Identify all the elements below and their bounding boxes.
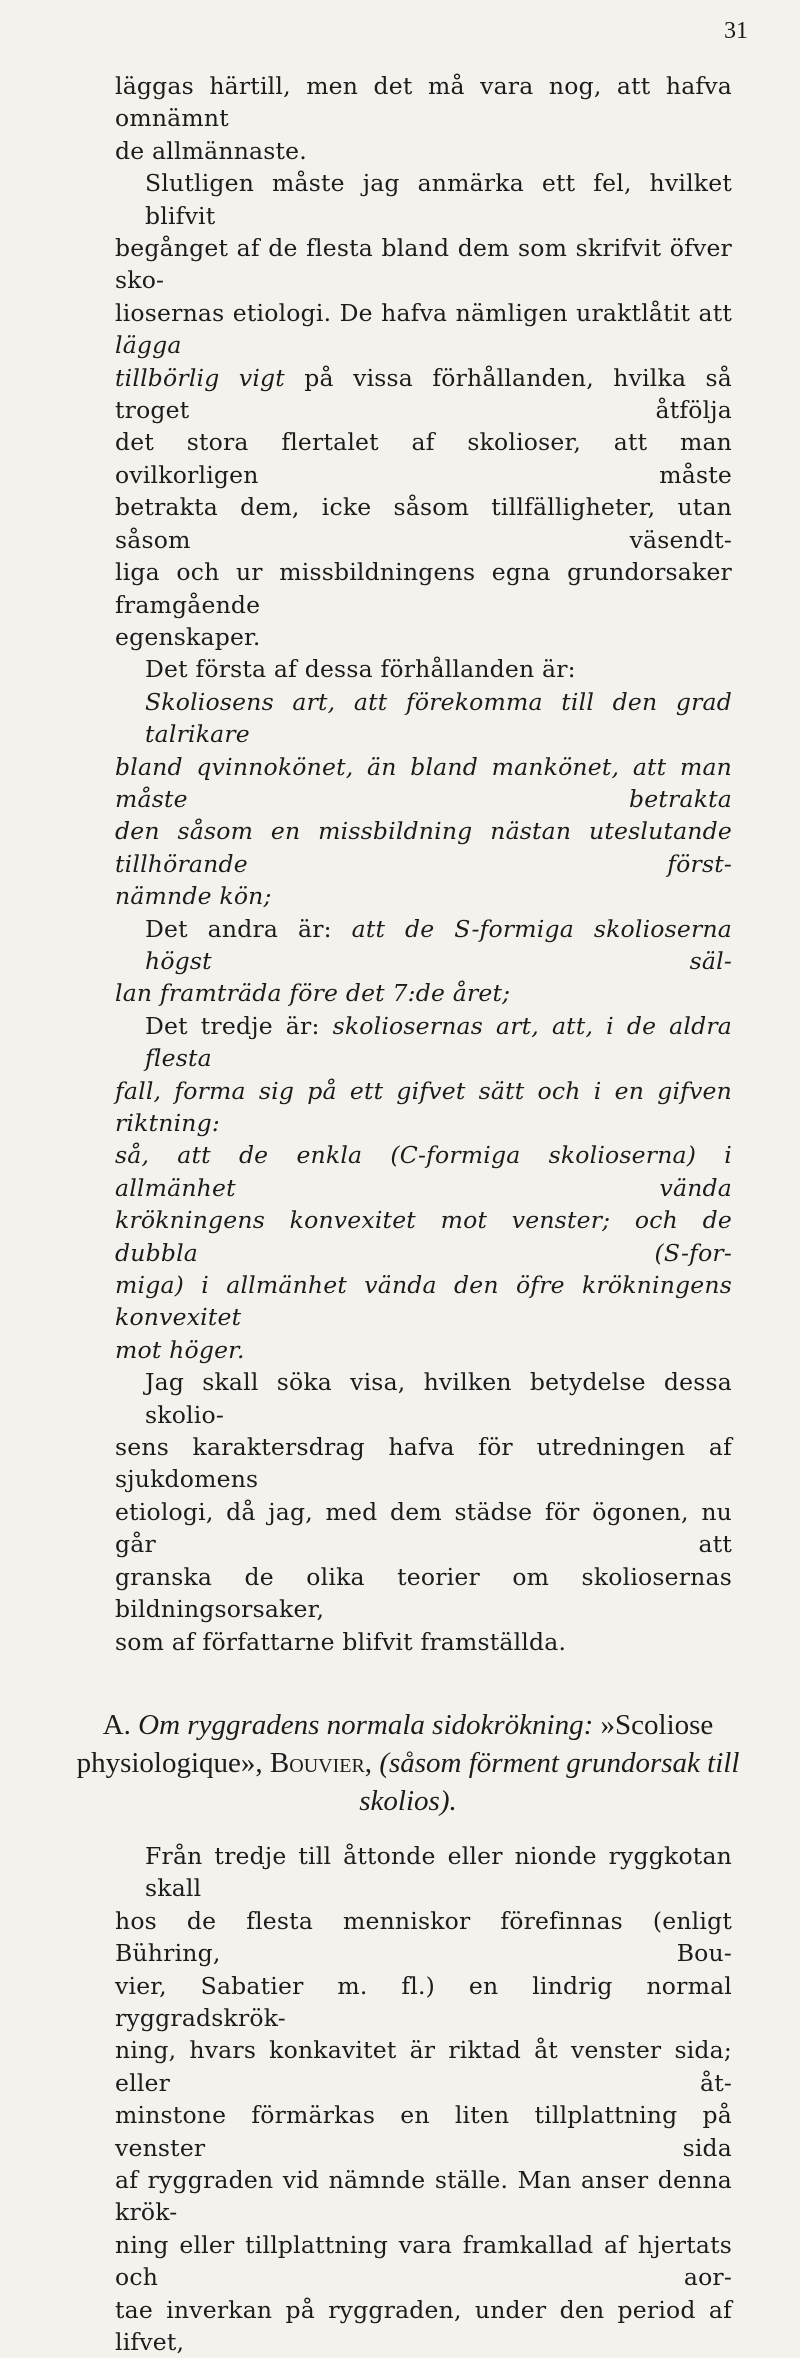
- text-line: Slutligen måste jag anmärka ett fel, hvilket blifvit: [145, 169, 732, 230]
- text-line: läggas härtill, men det må vara nog, att hafva omnämnt: [115, 72, 732, 133]
- text-line: ning eller tillplattning vara framkallad af hjertats och aor-: [115, 2230, 732, 2292]
- text-line: minstone förmärkas en liten tillplattning på venster sida: [115, 2101, 732, 2162]
- heading-roman-title: »Scoliose physiologique»,: [76, 1708, 714, 1779]
- text-line: betrakta dem, icke såsom tillfälligheter, utan såsom väsendt-: [115, 493, 732, 554]
- heading-prefix: A.: [102, 1708, 131, 1741]
- text-line: Det första af dessa förhållanden är:: [145, 655, 576, 684]
- paragraph-7: [0, 1366, 800, 1658]
- text-line: Jag skall söka visa, hvilken betydelse dessa skolio-: [145, 1368, 732, 1429]
- text-line: som af författarne blifvit framställda.: [115, 1627, 567, 1656]
- heading-italic-subtitle: (såsom förment grundorsak till skolios).: [359, 1746, 740, 1817]
- text-line: miga) i allmänhet vända den öfre krökningens konvexitet: [115, 1271, 732, 1332]
- text-line: Det tredje är: skoliosernas art, att, i de aldra flesta: [145, 1011, 732, 1073]
- text-line: de allmännaste.: [115, 136, 307, 165]
- paragraph-1: [0, 70, 800, 167]
- text-line: krökningens konvexitet mot venster; och de dubbla (S-for-: [115, 1206, 732, 1267]
- text-line: Från tredje till åttonde eller nionde ryggkotan skall: [145, 1841, 732, 1903]
- text-line: lan framträda före det 7:de året;: [115, 979, 511, 1008]
- paragraph-2: [0, 167, 800, 653]
- text-line: det stora flertalet af skolioser, att man ovilkorligen måste: [115, 428, 732, 489]
- text-line: etiologi, då jag, med dem städse för ögonen, nu går att: [115, 1497, 732, 1559]
- page-body: [0, 70, 800, 2358]
- text-line: liosernas etiologi. De hafva nämligen uraktlåtit att lägga: [115, 298, 732, 360]
- text-line: mot höger.: [115, 1335, 245, 1364]
- paragraph-6: [0, 1010, 800, 1366]
- text-line: liga och ur missbildningens egna grundorsaker framgående: [115, 558, 732, 619]
- section-heading: [72, 1706, 744, 1820]
- paragraph-8: [0, 1840, 800, 2358]
- text-line: tillbörlig vigt på vissa förhållanden, hvilka så troget åtfölja: [115, 363, 732, 425]
- text-line: fall, forma sig på ett gifvet sätt och i en gifven riktning:: [115, 1076, 732, 1137]
- text-line: tae inverkan på ryggraden, under den period af lifvet,: [115, 2295, 732, 2356]
- text-line: granska de olika teorier om skoliosernas bildningsorsaker,: [115, 1562, 732, 1624]
- page-number: 31: [724, 18, 748, 44]
- paragraph-3: [0, 653, 800, 685]
- text-line: nämnde kön;: [115, 882, 272, 911]
- text-line: ning, hvars konkavitet är riktad åt venster sida; eller åt-: [115, 2036, 732, 2097]
- text-line: begånget af de flesta bland dem som skrifvit öfver sko-: [115, 234, 732, 295]
- text-line: Skoliosens art, att förekomma till den grad talrikare: [145, 687, 732, 749]
- text-line: så, att de enkla (C-formiga skolioserna) i allmänhet vända: [115, 1141, 732, 1202]
- paragraph-4: [0, 686, 800, 913]
- heading-author: Bouvier,: [269, 1746, 373, 1779]
- text-line: egenskaper.: [115, 622, 261, 651]
- text-line: den såsom en missbildning nästan uteslutande tillhörande först-: [115, 817, 732, 878]
- text-line: sens karaktersdrag hafva för utredningen af sjukdomens: [115, 1433, 732, 1494]
- heading-italic-title: Om ryggradens normala sidokrökning:: [138, 1708, 594, 1741]
- text-line: vier, Sabatier m. fl.) en lindrig normal ryggradskrök-: [115, 1971, 732, 2032]
- text-line: Det andra är: att de S-formiga skolioserna högst säl-: [145, 914, 733, 975]
- text-line: af ryggraden vid nämnde ställe. Man anser denna krök-: [115, 2165, 732, 2227]
- text-line: bland qvinnokönet, än bland mankönet, att man måste betrakta: [115, 752, 732, 813]
- text-line: hos de flesta menniskor förefinnas (enligt Bühring, Bou-: [115, 1906, 732, 1968]
- paragraph-5: [0, 913, 800, 1010]
